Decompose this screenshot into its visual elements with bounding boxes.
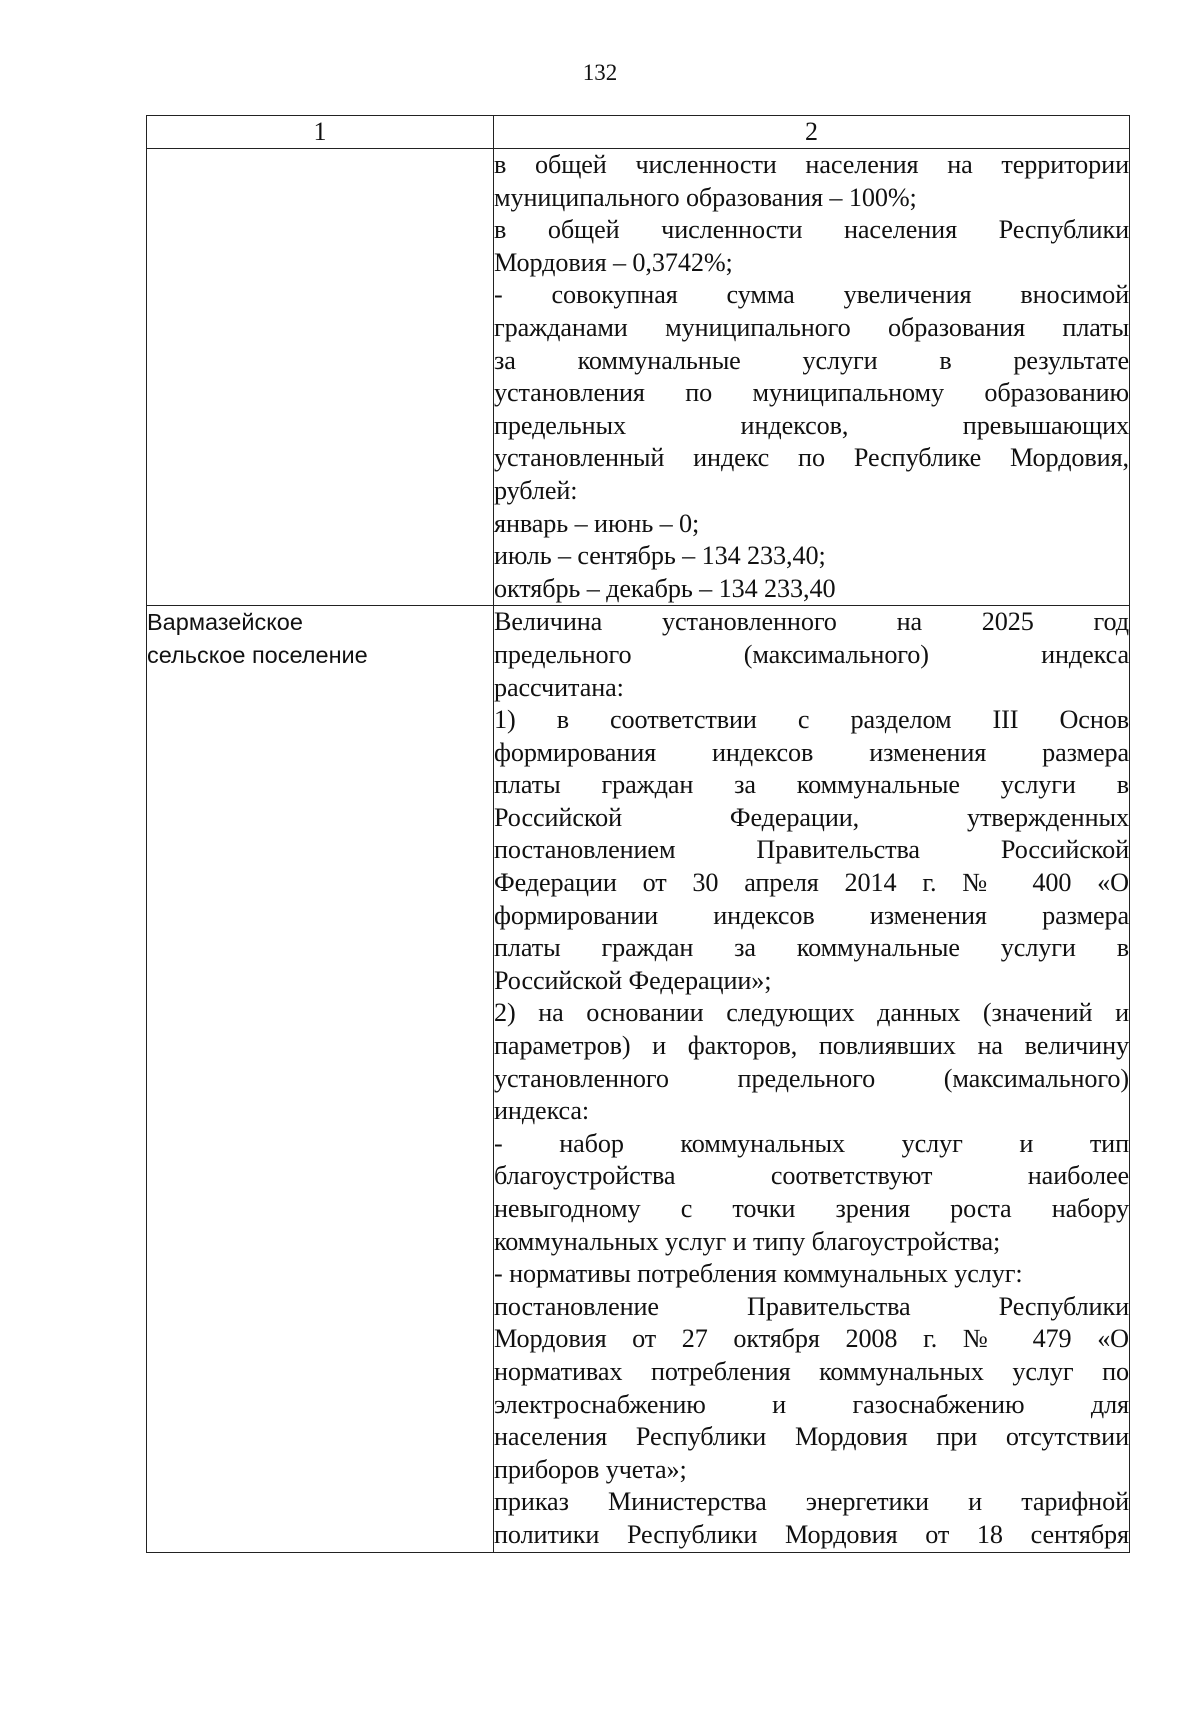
text-line: благоустройства соответствуют наиболее	[494, 1161, 1129, 1191]
text-line: июль – сентябрь – 134 233,40;	[494, 541, 826, 571]
municipality-name-line: Вармазейское	[147, 609, 303, 636]
text-line: рублей:	[494, 475, 578, 505]
text-line: - совокупная сумма увеличения вносимой	[494, 280, 1129, 310]
page-number: 132	[582, 60, 618, 85]
text-line: Российской Федерации, утвержденных	[494, 802, 1129, 832]
row-2-description-cell	[494, 606, 1130, 1552]
table-row	[147, 606, 1130, 1552]
text-line: установленного предельного (максимального)	[494, 1063, 1129, 1093]
text-line: Мордовия от 27 октября 2008 г. № 479 «О	[494, 1324, 1129, 1354]
municipality-name-line: сельское поселение	[147, 641, 368, 668]
table-header-row	[147, 116, 1130, 149]
text-line: формирования индексов изменения размера	[494, 737, 1129, 767]
text-line: платы граждан за коммунальные услуги в	[494, 770, 1129, 800]
text-line: в общей численности населения на территории	[494, 150, 1129, 179]
text-line: гражданами муниципального образования платы	[494, 312, 1129, 342]
text-line: предельных индексов, превышающих	[494, 410, 1129, 440]
text-line: - нормативы потребления коммунальных услуг:	[494, 1259, 1023, 1289]
text-line: муниципального образования – 100%;	[494, 182, 917, 212]
text-line: нормативах потребления коммунальных услуг по	[494, 1356, 1129, 1386]
text-line: постановление Правительства Республики	[494, 1291, 1129, 1321]
text-line: Российской Федерации»;	[494, 965, 772, 995]
text-line: Федерации от 30 апреля 2014 г. № 400 «О	[494, 868, 1129, 898]
column-header-1: 1	[147, 116, 494, 149]
text-line: установленный индекс по Республике Мордовия,	[494, 443, 1129, 473]
text-line: 2) на основании следующих данных (значений и	[494, 998, 1129, 1028]
text-line: коммунальных услуг и типу благоустройства;	[494, 1226, 1001, 1256]
row-1-description-cell	[494, 149, 1130, 606]
text-line: Величина установленного на 2025 год	[494, 607, 1129, 637]
text-line: параметров) и факторов, повлиявших на величину	[494, 1031, 1129, 1061]
text-line: Мордовия – 0,3742%;	[494, 247, 733, 277]
text-line: электроснабжению и газоснабжению для	[494, 1389, 1129, 1419]
text-line: формировании индексов изменения размера	[494, 900, 1129, 930]
text-line: - набор коммунальных услуг и тип	[494, 1128, 1129, 1158]
text-line: индекса:	[494, 1096, 590, 1126]
text-line: приказ Министерства энергетики и тарифной	[494, 1487, 1129, 1517]
table-row	[147, 149, 1130, 606]
row-1-municipality-cell	[147, 149, 494, 606]
text-line: политики Республики Мордовия от 18 сентября	[494, 1519, 1129, 1549]
text-line: населения Республики Мордовия при отсутствии	[494, 1422, 1129, 1452]
text-line: установления по муниципальному образованию	[494, 378, 1129, 408]
text-line: январь – июнь – 0;	[494, 508, 700, 538]
text-line: октябрь – декабрь – 134 233,40	[494, 573, 836, 603]
text-line: приборов учета»;	[494, 1454, 687, 1484]
text-line: в общей численности населения Республики	[494, 215, 1129, 245]
text-line: за коммунальные услуги в результате	[494, 345, 1129, 375]
text-line: предельного (максимального) индекса	[494, 639, 1129, 669]
text-line: рассчитана:	[494, 672, 624, 702]
text-line: платы граждан за коммунальные услуги в	[494, 933, 1129, 963]
row-2-municipality-cell	[147, 606, 494, 1552]
text-line: 1) в соответствии с разделом III Основ	[494, 705, 1129, 735]
text-line: постановлением Правительства Российской	[494, 835, 1129, 865]
text-line: невыгодному с точки зрения роста набору	[494, 1194, 1129, 1223]
column-header-2: 2	[494, 116, 1130, 149]
document-table	[146, 115, 1130, 1553]
